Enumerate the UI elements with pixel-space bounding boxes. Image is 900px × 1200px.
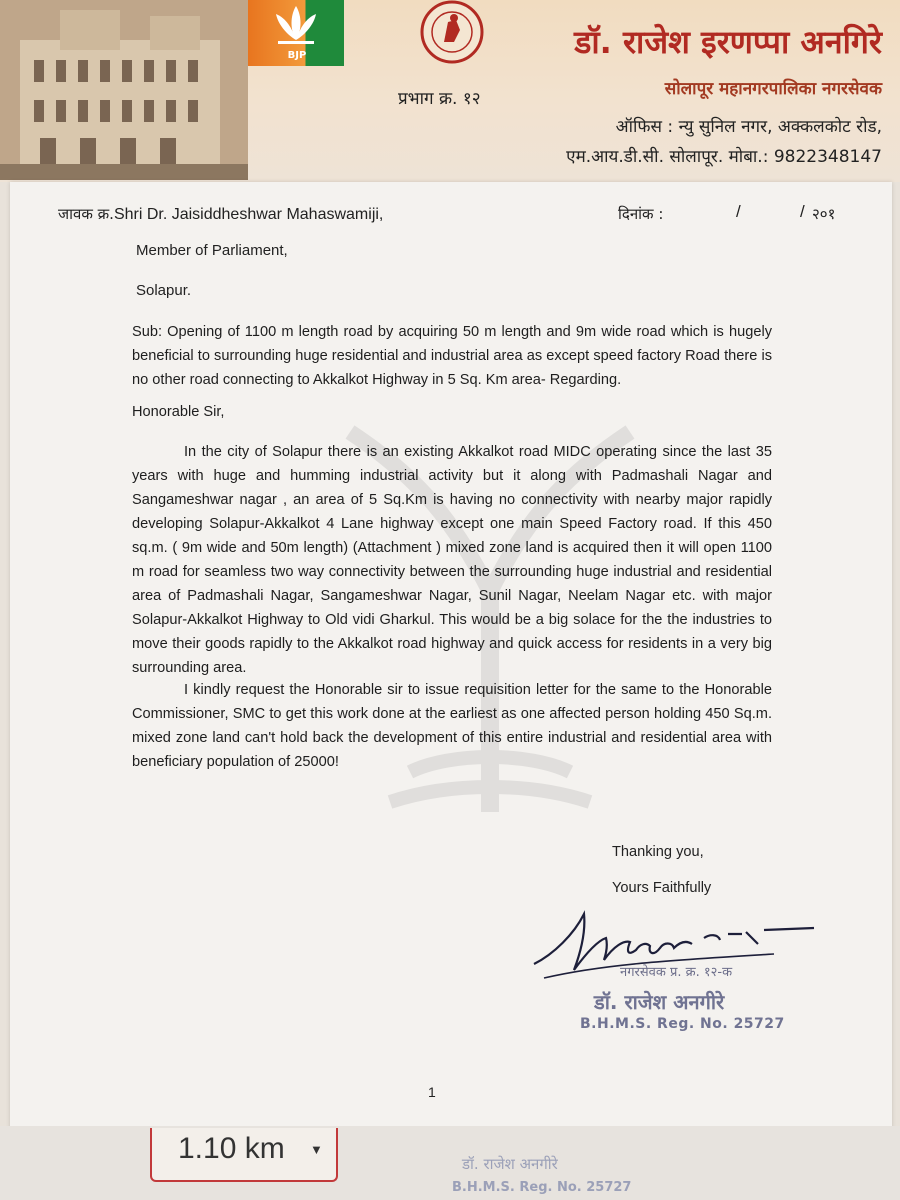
distance-value: 1.10 km (178, 1132, 285, 1165)
stamp-name: डॉ. राजेश अनगीरे (594, 990, 725, 1014)
underlying-page (0, 1126, 900, 1200)
body-paragraph-2: I kindly request the Honorable sir to issue requisition letter for the same to the Honorable Commissioner, SMC to get this work done at the earliest as one affected person holding 450 Sq.m. mixed zone land can't hold back the development of this entire industrial and residential area with beneficiary population of 25000! (132, 682, 772, 770)
municipal-seal (404, 0, 500, 72)
ref-label: जावक क्र. (58, 205, 114, 223)
stamp-ward: नगरसेवक प्र. क्र. १२-क (620, 965, 733, 980)
ward-number: प्रभाग क्र. १२ (398, 89, 481, 109)
date-separator: / (800, 202, 805, 221)
date-label: दिनांक : (618, 205, 664, 223)
subject-line: Sub: Opening of 1100 m length road by acquiring 50 m length and 9m wide road which is hugely beneficial to surrounding huge residential and industrial area as except speed factory Road there is no other road connecting to Akkalkot Highway in 5 Sq. Km area- Regarding. (132, 324, 772, 388)
date-year: २०१ (812, 205, 836, 223)
underlying-stamp-name: डॉ. राजेश अनगीरे (462, 1155, 558, 1173)
page-number: 1 (428, 1084, 436, 1100)
salutation: Honorable Sir, (132, 404, 225, 420)
closing-thanks: Thanking you, (612, 844, 704, 860)
city: Solapur. (136, 282, 192, 299)
underlying-stamp-registration: B.H.M.S. Reg. No. 25727 (452, 1180, 632, 1195)
office-address: ऑफिस : न्यु सुनिल नगर, अक्कलकोट रोड, (615, 117, 882, 137)
letter-sheet (10, 182, 892, 1196)
addressee: Shri Dr. Jaisiddheshwar Mahaswamiji, (113, 206, 384, 223)
lotus-icon (266, 0, 326, 50)
corporator-title: सोलापूर महानगरपालिका नगरसेवक (664, 79, 882, 99)
municipal-building-photo (0, 0, 248, 180)
distance-selector[interactable] (150, 1128, 338, 1182)
body-paragraph-1: In the city of Solapur there is an existing Akkalkot road MIDC operating since the last 35 years with huge and humming industrial activity but it along with Padmashali Nagar and Sangameshwar nagar , an area of 5 Sq.Km is having no connectivity with nearby major rapidly developing Solapur-Akkalkot 4 Lane highway except one main Speed Factory road. If this 450 sq.m. ( 9m wide and 50m length) (Attachment ) mixed zone land is acquired then it will open 1100 m road for seamless two way connectivity between the surrounding huge industrial and residential area of Padmashali Nagar, Sangameshwar Nagar, Sunil Nagar, Neelam Nagar etc. with major Solapur-Akkalkot Highway to Old vidi Gharkul. This would be a big solace for the the industries to move their goods rapidly to the Akkalkot road highway and quick access for residents in a very big surrounding area. (132, 444, 772, 676)
letterhead (0, 0, 900, 182)
chevron-down-icon: ▼ (310, 1142, 323, 1157)
corporator-name: डॉ. राजेश इरणप्पा अनगिरे (574, 23, 882, 61)
office-address-phone: एम.आय.डी.सी. सोलापूर. मोबा.: 9822348147 (566, 147, 882, 167)
designation: Member of Parliament, (136, 242, 288, 259)
closing-yours: Yours Faithfully (612, 880, 712, 896)
stamp-registration: B.H.M.S. Reg. No. 25727 (580, 1016, 785, 1032)
bjp-logo (248, 0, 344, 66)
bjp-label: BJP (287, 50, 307, 61)
date-separator: / (736, 202, 741, 221)
